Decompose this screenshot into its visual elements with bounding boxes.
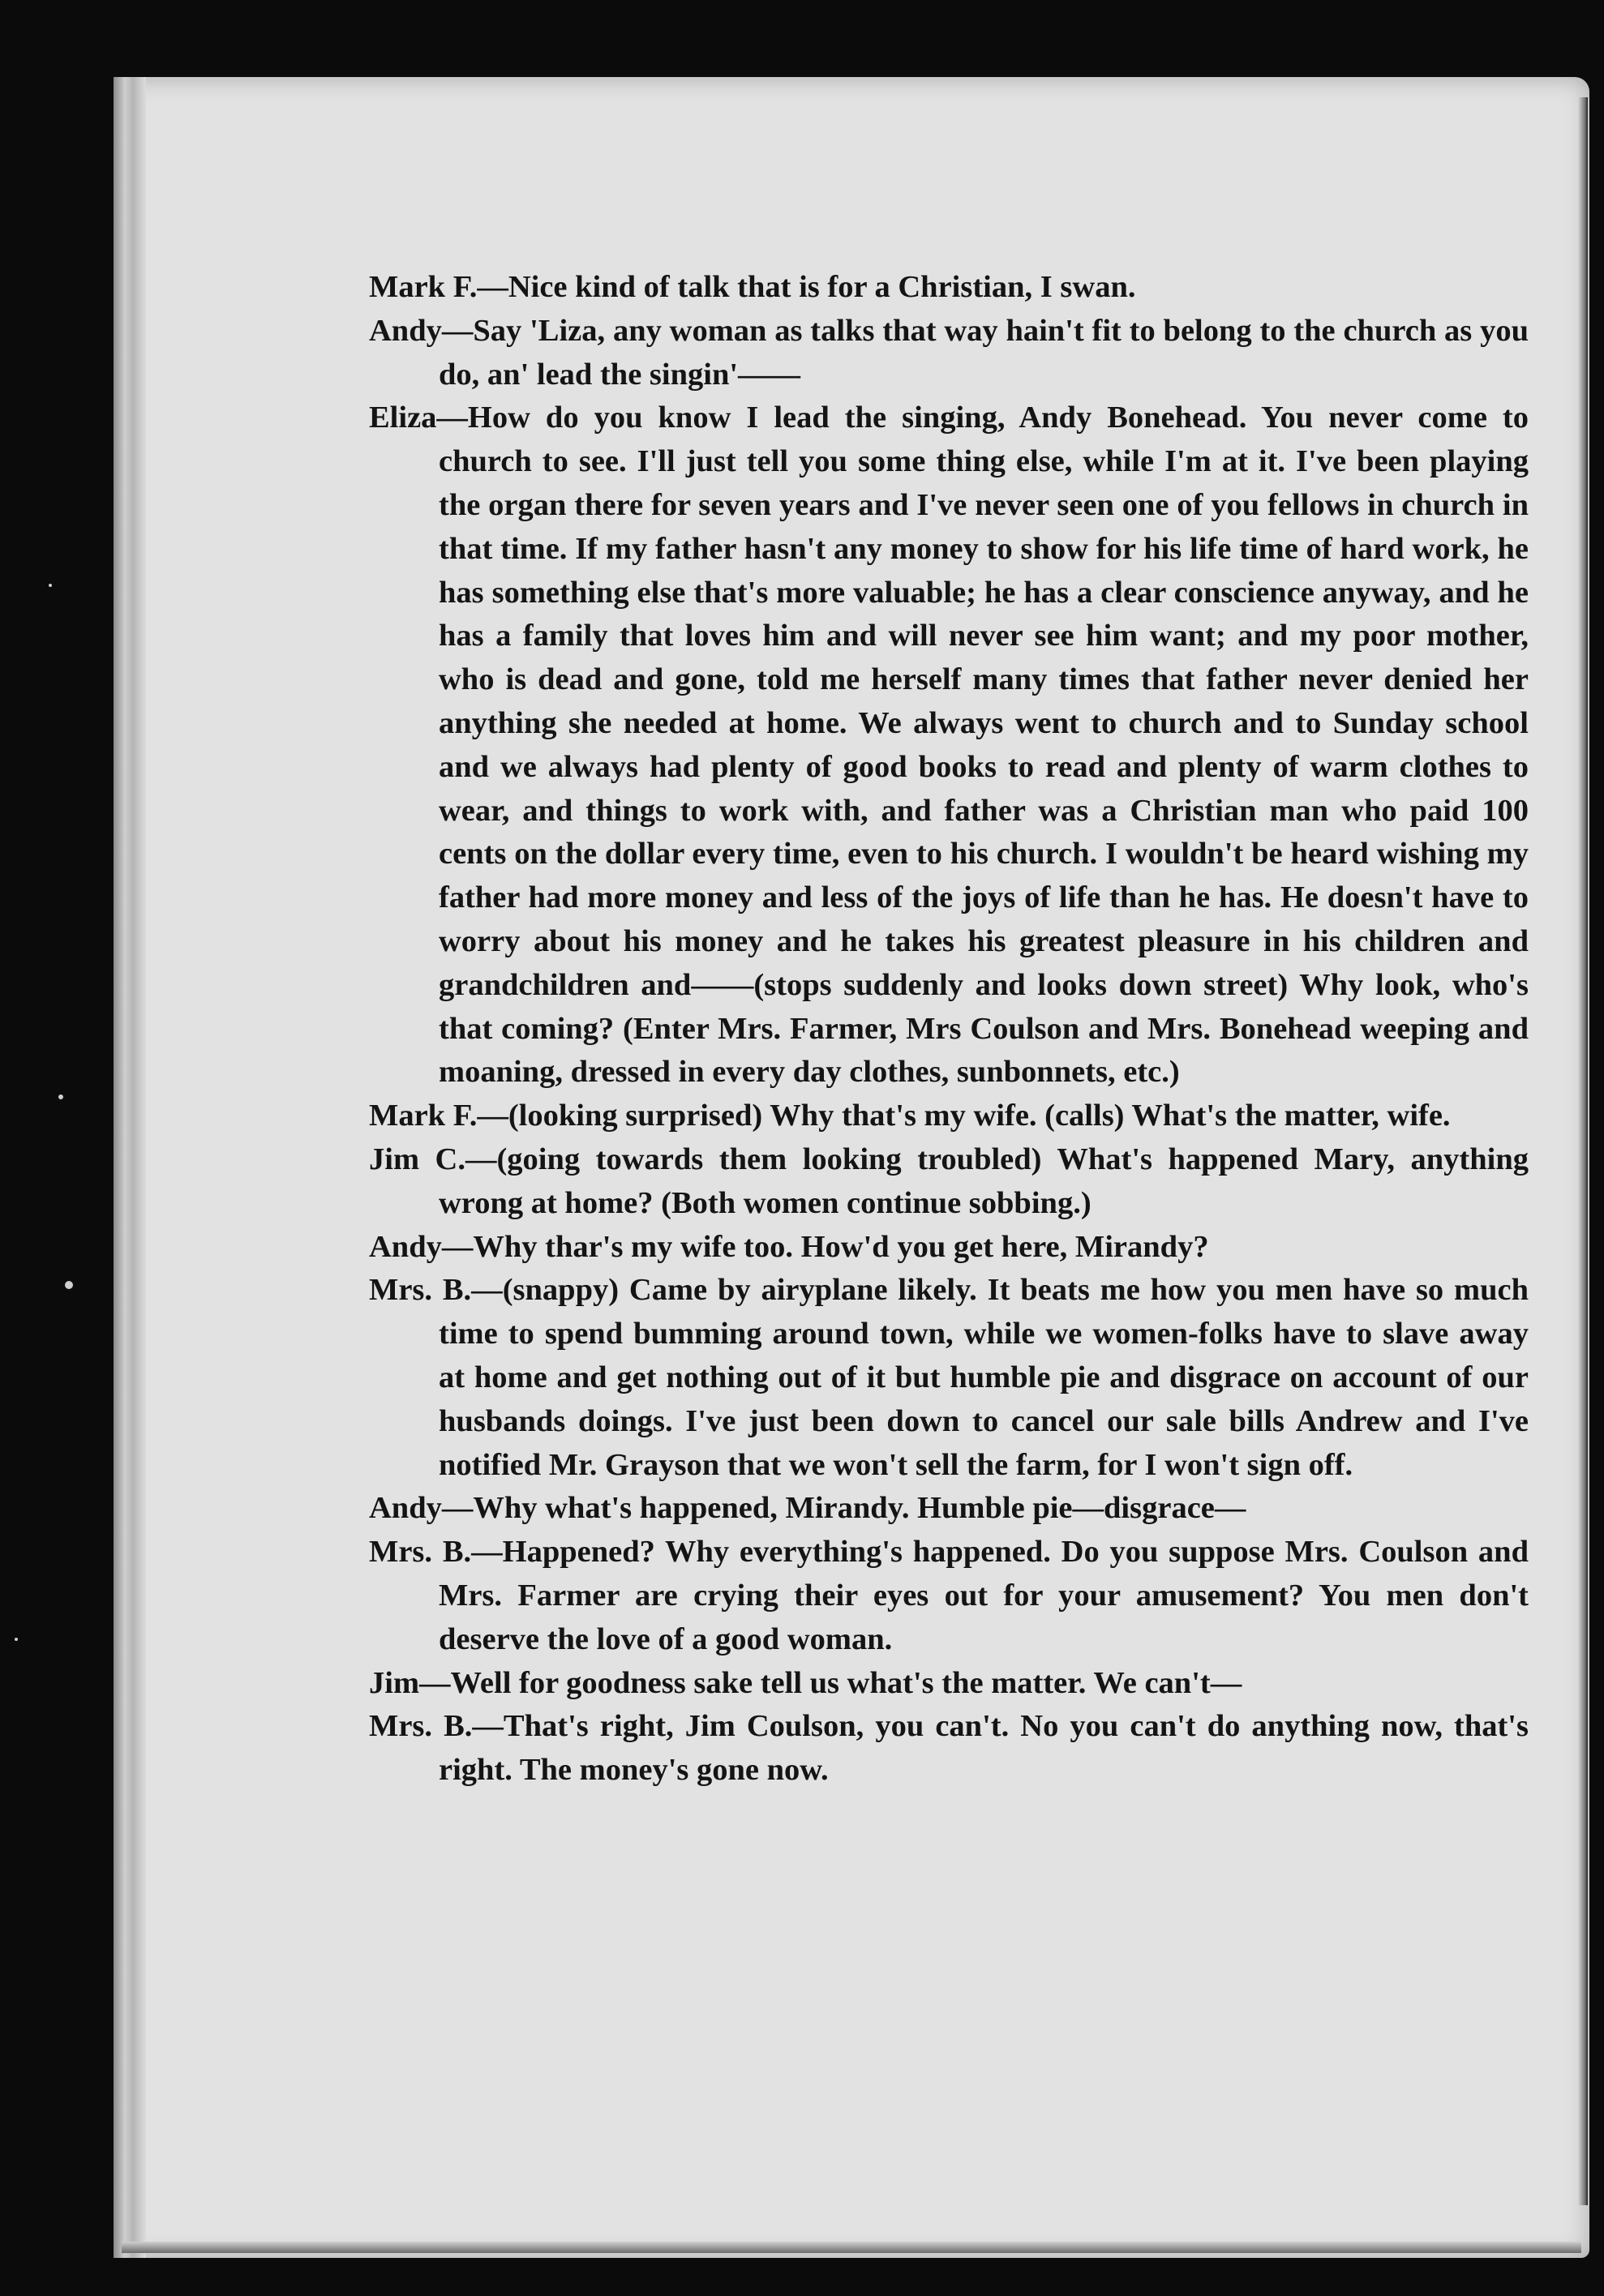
- dialogue-line: [369, 1487, 1529, 1531]
- dialogue-line: [369, 1662, 1529, 1706]
- dialogue-text: Well for goodness sake tell us what's the matter. We can't—: [450, 1665, 1242, 1700]
- speaker-name: Andy—: [369, 1229, 474, 1264]
- dialogue-text: (looking surprised) Why that's my wife. (calls) What's the matter, wife.: [508, 1099, 1451, 1133]
- script-text: [369, 266, 1529, 1793]
- dialogue-line: [369, 1138, 1529, 1226]
- dialogue-line: [369, 1269, 1529, 1487]
- page-edge: [1578, 97, 1588, 2205]
- dialogue-text: How do you know I lead the singing, Andy Bonehead. You never come to church to see. I'll just tell you some thing else, while I'm at it. I've been playing the organ there for seven years and I've never seen one of you fellows in church in that time. If my father hasn't any money to show for his life time of hard work, he has something else that's more valuable; he has a clear conscience anyway, and he has a family that loves him and will never see him want; and my poor mother, who is dead and gone, told me herself many times that father never denied her anything she needed at home. We always went to church and to Sunday school and we always had plenty of good books to read and plenty of warm clothes to wear, and things to work with, and father was a Christian man who paid 100 cents on the dollar every time, even to his church. I wouldn't be heard wishing my father had more money and less of the joys of life than he has. He doesn't have to worry about his money and he takes his greatest pleasure in his children and grandchildren and——(stops suddenly and looks down street) Why look, who's that coming? (Enter Mrs. Farmer, Mrs Coulson and Mrs. Bonehead weeping and moaning, dressed in every day clothes, sunbonnets, etc.): [439, 401, 1529, 1090]
- dialogue-line: [369, 1094, 1529, 1138]
- dialogue-text: (going towards them looking troubled) What's happened Mary, anything wrong at home? (Both women continue sobbing.): [439, 1142, 1529, 1220]
- speaker-name: Mrs. B.—: [369, 1535, 503, 1570]
- dialogue-text: Happened? Why everything's happened. Do you suppose Mrs. Coulson and Mrs. Farmer are crying their eyes out for your amusement? You men don't deserve the love of a good woman.: [439, 1535, 1529, 1656]
- book-spine: [114, 77, 146, 2258]
- dust-speck: [15, 1638, 18, 1641]
- dialogue-line: [369, 396, 1529, 1094]
- dust-speck: [65, 1281, 73, 1289]
- speaker-name: Mark F.—: [369, 270, 508, 304]
- dialogue-line: [369, 266, 1529, 310]
- dialogue-line: [369, 1531, 1529, 1661]
- dialogue-text: (snappy) Came by airyplane likely. It beats me how you men have so much time to spend bumming around town, while we women-folks have to slave away at home and get nothing out of it but humble pie and disgrace on account of our husbands doings. I've just been down to cancel our sale bills Andrew and I've notified Mr. Grayson that we won't sell the farm, for I won't sign off.: [439, 1273, 1529, 1482]
- speaker-name: Jim—: [369, 1665, 451, 1700]
- dialogue-text: Say 'Liza, any woman as talks that way hain't fit to belong to the church as you do, an' lead the singin'——: [439, 313, 1529, 392]
- dialogue-line: [369, 1226, 1529, 1270]
- dialogue-text: That's right, Jim Coulson, you can't. No you can't do anything now, that's right. The money's gone now.: [439, 1709, 1529, 1788]
- dialogue-text: Nice kind of talk that is for a Christian, I swan.: [508, 270, 1136, 304]
- dialogue-text: Why thar's my wife too. How'd you get here, Mirandy?: [473, 1229, 1209, 1264]
- speaker-name: Mark F.—: [369, 1099, 508, 1133]
- dialogue-line: [369, 1705, 1529, 1793]
- dialogue-line: [369, 310, 1529, 397]
- speaker-name: Mrs. B.—: [369, 1273, 503, 1308]
- dialogue-text: Why what's happened, Mirandy. Humble pie—disgrace—: [473, 1491, 1246, 1526]
- speaker-name: Eliza—: [369, 401, 468, 435]
- speaker-name: Jim C.—: [369, 1142, 497, 1176]
- speaker-name: Andy—: [369, 1491, 474, 1526]
- dust-speck: [58, 1094, 63, 1099]
- page-bottom-edge: [122, 2242, 1581, 2253]
- speaker-name: Andy—: [369, 313, 474, 348]
- speaker-name: Mrs. B.—: [369, 1709, 504, 1744]
- dust-speck: [49, 584, 52, 587]
